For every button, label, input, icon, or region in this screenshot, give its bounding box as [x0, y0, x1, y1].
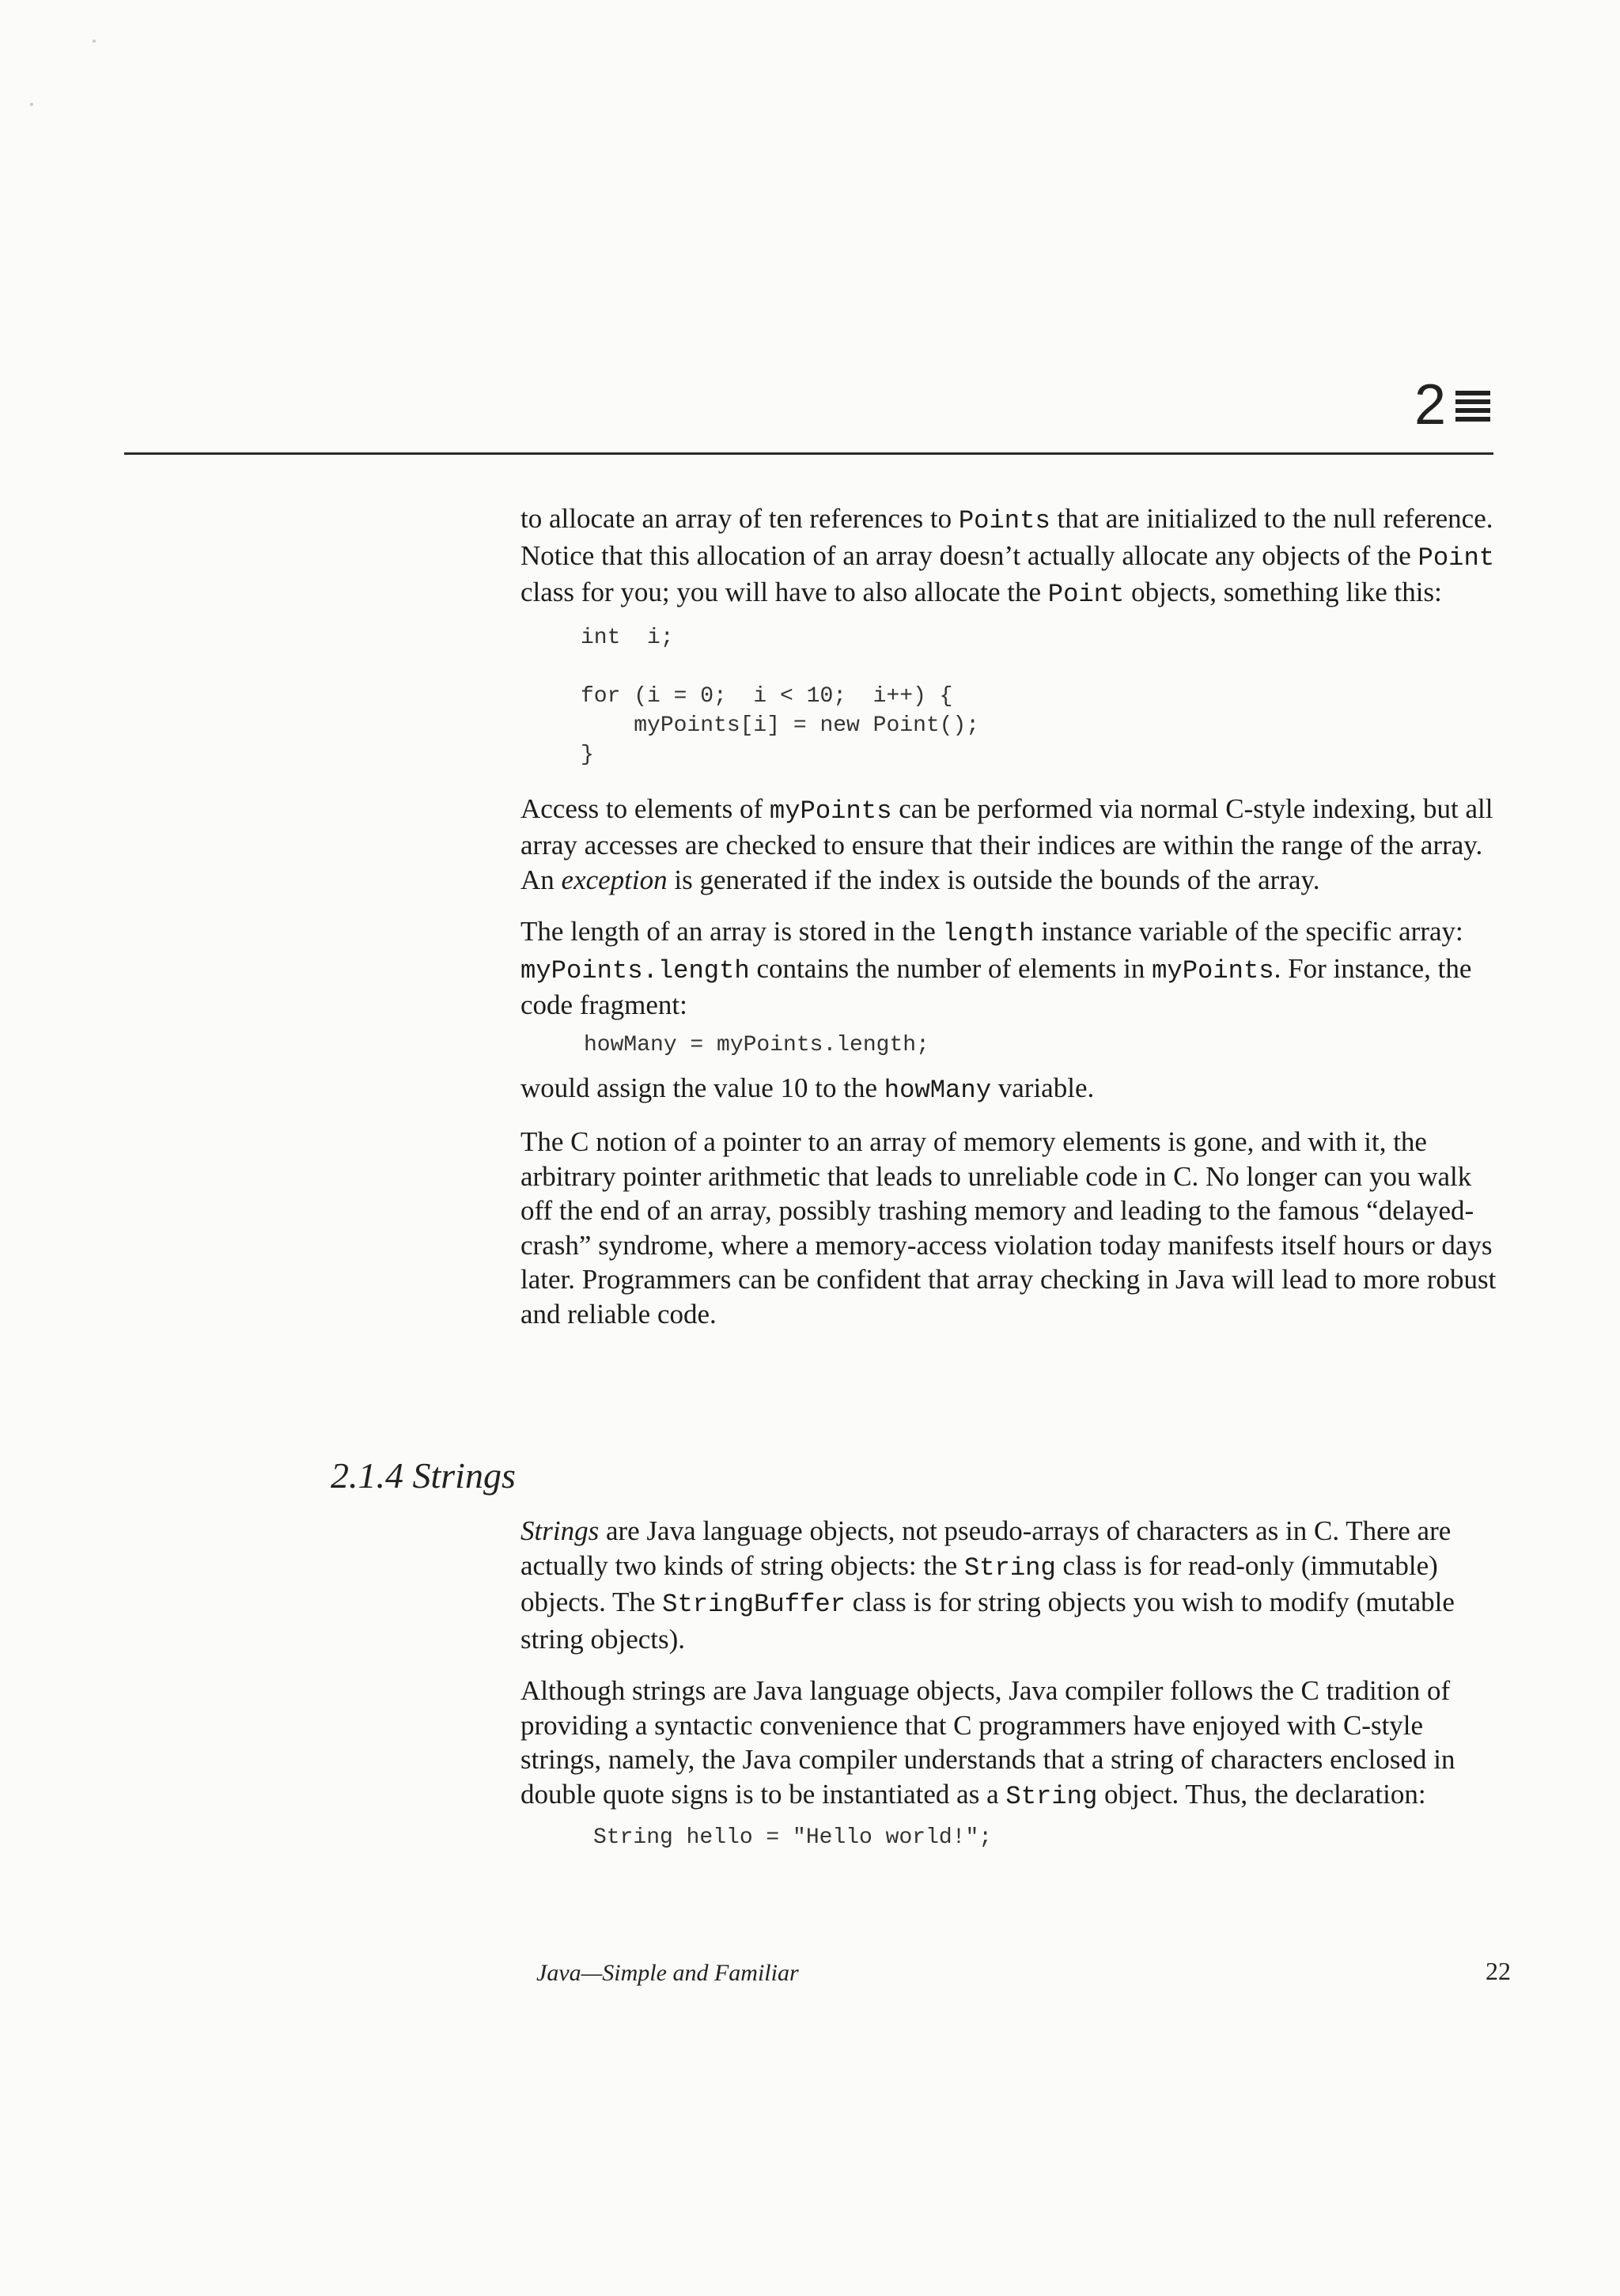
section-body-column	[520, 1514, 1509, 1852]
page-number: 22	[1486, 1957, 1511, 1985]
code-block: int i; for (i = 0; i < 10; i++) { myPoints[i] = new Point(); }	[581, 625, 980, 767]
paragraph: to allocate an array of ten references to Points that are initialized to the null reference. Notice that this allocation of an array doesn’t actually allocate any objects of the Point class for you; you will have to also allocate the Point objects, something like this:	[520, 503, 1495, 609]
chapter-marker-icon	[1455, 391, 1490, 426]
scan-speck	[30, 103, 33, 106]
chapter-number: 2	[1414, 373, 1447, 437]
paragraph: Strings are Java language objects, not pseudo-arrays of characters as in C. There are actually two kinds of string objects: the String class is for read-only (immutable) objects. The StringBuffer class is for string objects you wish to modify (mutable string objects).	[520, 1515, 1455, 1655]
section-heading: 2.1.4 Strings	[331, 1455, 516, 1496]
paragraph: The C notion of a pointer to an array of memory elements is gone, and with it, the arbitrary pointer arithmetic that leads to unreliable code in C. No longer can you walk off the end of an array, possibly trashing memory and leading to the famous “delayed-crash” syndrome, where a memory-access violation today manifests itself hours or days later. Programmers can be confident that array checking in Java will lead to more robust and reliable code.	[520, 1126, 1497, 1330]
code-block: String hello = "Hello world!";	[593, 1825, 993, 1850]
scan-speck	[93, 40, 96, 43]
paragraph: The length of an array is stored in the length instance variable of the specific array: myPoints.length contains the number of elements in myPoints. For instance, the code fragment:	[520, 916, 1472, 1020]
code-block: howMany = myPoints.length;	[584, 1032, 929, 1057]
header-rule	[124, 452, 1493, 455]
paragraph: Access to elements of myPoints can be performed via normal C-style indexing, but all array accesses are checked to ensure that their indices are within the range of the array. An exception is generated if the index is outside the bounds of the array.	[520, 792, 1493, 895]
body-column	[520, 501, 1509, 1331]
paragraph: Although strings are Java language objects, Java compiler follows the C tradition of providing a syntactic convenience that C programmers have enjoyed with C-style strings, namely, the Java compiler understands that a string of characters enclosed in double quote signs is to be instantiated as a String object. Thus, the declaration:	[520, 1675, 1455, 1811]
paragraph: would assign the value 10 to the howMany variable.	[520, 1072, 1095, 1105]
running-footer-title: Java—Simple and Familiar	[536, 1960, 799, 1986]
